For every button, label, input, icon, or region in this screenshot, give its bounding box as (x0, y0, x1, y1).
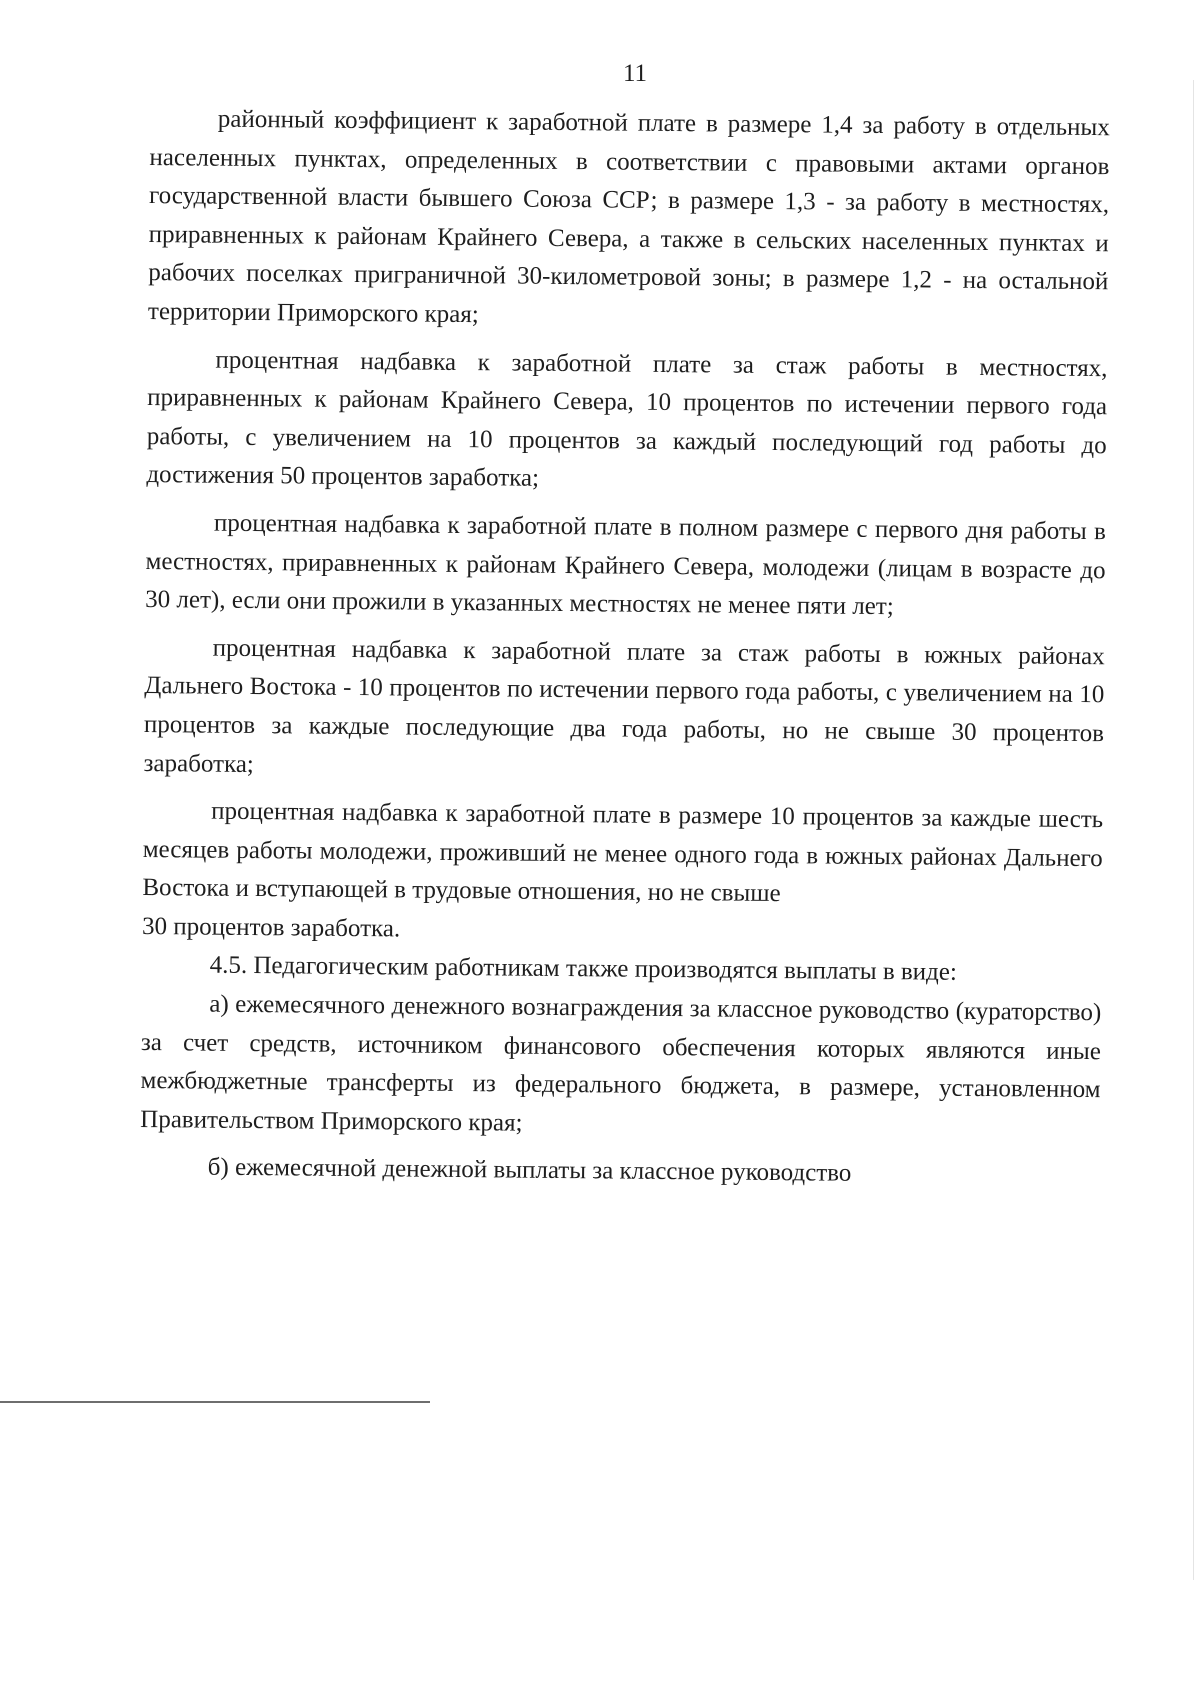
scan-edge-line (1193, 80, 1194, 1580)
paragraph-regional-coefficient: районный коэффициент к заработной плате в размере 1,4 за работу в отдельных населенных пунктах, определенных в соответствии с правовыми актами органов государственной власти бывшего Союза ССР; в размере 1,3 - за работу в местностях, приравненных к районам Крайнего Севера, а также в сельских населенных пунктах и рабочих поселках приграничной 30-километровой зоны; в размере 1,2 - на остальной территории Приморского края; (147, 105, 1110, 329)
page-number: 11 (622, 60, 648, 87)
paragraph-continuation: 30 процентов заработка. (141, 912, 401, 943)
paragraph-far-east-seniority-bonus: процентная надбавка к заработной плате за стаж работы в южных районах Дальнего Востока - 10 процентов по истечении первого года работы, с увеличением на 10 процентов за каждые последующие два года работы, но не свыше 30 процентов заработка; (143, 634, 1105, 778)
document-body (140, 100, 1110, 1196)
paragraph-far-east-youth-bonus: процентная надбавка к заработной плате в размере 10 процентов за каждые шесть месяцев работы молодежи, проживший не менее одного года в южных районах Дальнего Востока и вступающей в трудовые отношения, но не свыше (142, 797, 1104, 908)
section-4-5-heading: 4.5. Педагогическим работникам также производятся выплаты в виде: (209, 952, 958, 987)
list-item-b: б) ежемесячной денежной выплаты за классное руководство (207, 1154, 852, 1188)
list-item-a: а) ежемесячного денежного вознаграждения за классное руководство (кураторство) за счет средств, источником финансового обеспечения которых являются иные межбюджетные трансферты из федерального бюджета, в размере, установленном Правительством Приморского края; (140, 990, 1102, 1137)
paragraph-north-youth-bonus: процентная надбавка к заработной плате в полном размере с первого дня работы в местностях, приравненных к районам Крайнего Севера, молодежи (лицам в возрасте до 30 лет), если они прожили в указанных местностях не менее пяти лет; (145, 509, 1107, 621)
paragraph-north-seniority-bonus: процентная надбавка к заработной плате за стаж работы в местностях, приравненных к районам Крайнего Севера, 10 процентов по истечении первого года работы, с увеличением на 10 процентов за каждый последующий год работы до достижения 50 процентов заработка; (146, 346, 1108, 493)
footnote-separator (0, 1401, 430, 1403)
